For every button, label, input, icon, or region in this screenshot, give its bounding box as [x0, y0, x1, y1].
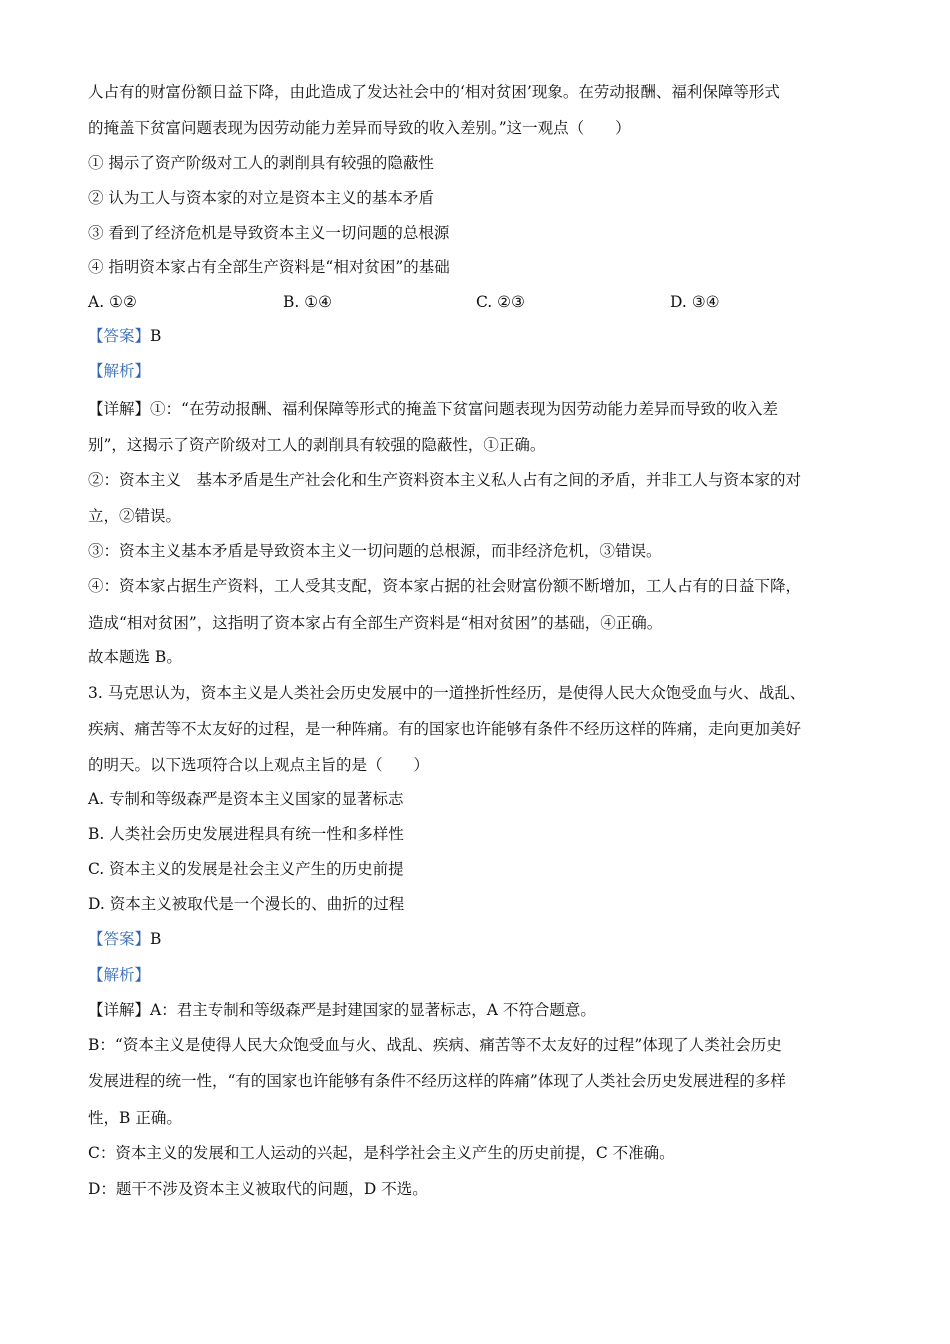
q2-detail-line-1: [88, 398, 862, 420]
q3-detail-line-4: 性，B 正确。: [88, 1109, 182, 1127]
q2-detail-tag: 【详解】: [88, 400, 151, 418]
q2-answer-value: B: [150, 327, 162, 345]
q3-stem-line-3: 的明天。以下选项符合以上观点主旨的是（ ）: [88, 756, 430, 774]
q2-detail-line-3: ②：资本主义 基本矛盾是生产社会化和生产资料资本主义私人占有之间的矛盾，并非工人与资本家的对: [88, 471, 802, 489]
q3-detail-line-2: B：“资本主义是使得人民大众饱受血与火、战乱、疾病、痛苦等不太友好的过程”体现了人类社会历史: [88, 1036, 782, 1054]
q3-stem-line-1: 3. 马克思认为，资本主义是人类社会历史发展中的一道挫折性经历，是使得人民大众饱受血与火、战乱、: [88, 684, 806, 702]
q2-option-c: C. ②③: [476, 293, 525, 311]
q2-detail-line-6: ④：资本家占据生产资料，工人受其支配，资本家占据的社会财富份额不断增加，工人占有的日益下降，: [88, 577, 802, 595]
q3-stem-line-2: 疾病、痛苦等不太友好的过程，是一种阵痛。有的国家也许能够有条件不经历这样的阵痛，走向更加美好: [88, 720, 802, 738]
q2-answer-tag: 【答案】: [88, 327, 151, 345]
q2-option-a: A. ①②: [88, 293, 137, 311]
q3-answer-line: [88, 928, 862, 950]
q3-option-c: C. 资本主义的发展是社会主义产生的历史前提: [88, 860, 404, 878]
q3-detail-line-5: C：资本主义的发展和工人运动的兴起，是科学社会主义产生的历史前提，C 不准确。: [88, 1144, 675, 1162]
q2-statement-4: ④ 指明资本家占有全部生产资料是“相对贫困”的基础: [88, 258, 450, 276]
q3-answer-tag: 【答案】: [88, 930, 151, 948]
q3-analysis-line: [88, 964, 862, 986]
q3-option-d: D. 资本主义被取代是一个漫长的、曲折的过程: [88, 895, 405, 913]
q3-detail-line-6: D：题干不涉及资本主义被取代的问题，D 不选。: [88, 1180, 428, 1198]
q3-option-b: B. 人类社会历史发展进程具有统一性和多样性: [88, 825, 404, 843]
q2-detail-text-1: ①：“在劳动报酬、福利保障等形式的掩盖下贫富问题表现为因劳动能力差异而导致的收入差: [150, 400, 778, 418]
q3-analysis-tag: 【解析】: [88, 966, 151, 984]
q2-analysis-tag: 【解析】: [88, 362, 151, 380]
q3-option-a: A. 专制和等级森严是资本主义国家的显著标志: [88, 790, 404, 808]
q3-detail-line-1: [88, 999, 862, 1021]
q3-detail-text-1: A：君主专制和等级森严是封建国家的显著标志，A 不符合题意。: [150, 1001, 596, 1019]
q2-statement-3: ③ 看到了经济危机是导致资本主义一切问题的总根源: [88, 224, 450, 242]
q2-detail-line-7: 造成“相对贫困”，这指明了资本家占有全部生产资料是“相对贫困”的基础，④正确。: [88, 614, 663, 632]
q2-analysis-line: [88, 360, 862, 382]
q2-conclusion: 故本题选 B。: [88, 648, 182, 666]
q2-option-b: B. ①④: [283, 293, 333, 311]
q2-option-d: D. ③④: [670, 293, 720, 311]
q2-detail-line-5: ③：资本主义基本矛盾是导致资本主义一切问题的总根源，而非经济危机，③错误。: [88, 542, 662, 560]
q2-detail-line-2: 别”，这揭示了资产阶级对工人的剥削具有较强的隐蔽性，①正确。: [88, 436, 546, 454]
q2-stem-line-2: 的掩盖下贫富问题表现为因劳动能力差异而导致的收入差别。”这一观点（ ）: [88, 119, 631, 137]
q3-detail-line-3: 发展进程的统一性，“有的国家也许能够有条件不经历这样的阵痛”体现了人类社会历史发展进程的多样: [88, 1072, 786, 1090]
q2-stem-line-1: 人占有的财富份额日益下降，由此造成了发达社会中的‘相对贫困’现象。在劳动报酬、福利保障等形式: [88, 83, 780, 101]
q3-detail-tag: 【详解】: [88, 1001, 151, 1019]
q2-detail-line-4: 立，②错误。: [88, 507, 182, 525]
q2-statement-1: ① 揭示了资产阶级对工人的剥削具有较强的隐蔽性: [88, 154, 434, 172]
q2-statement-2: ② 认为工人与资本家的对立是资本主义的基本矛盾: [88, 189, 434, 207]
q3-answer-value: B: [150, 930, 162, 948]
q2-answer-line: [88, 325, 862, 347]
